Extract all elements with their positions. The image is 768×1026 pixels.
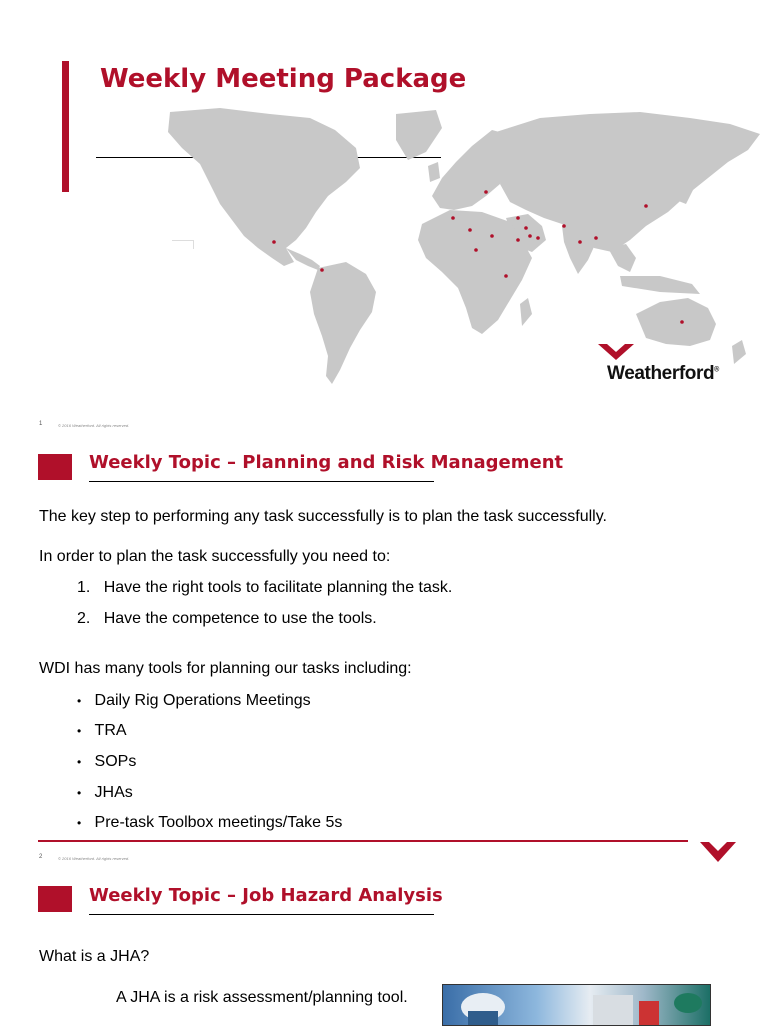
lead-text: In order to plan the task successfully you need to: <box>39 548 391 565</box>
weatherford-mark-icon <box>700 840 736 862</box>
slide-title-underline <box>89 914 434 915</box>
list-item: • JHAs <box>77 784 133 801</box>
question-text: What is a JHA? <box>39 948 150 965</box>
list-item: • Pre-task Toolbox meetings/Take 5s <box>77 814 343 831</box>
list-item: • SOPs <box>77 753 137 770</box>
page-number: 1 <box>39 421 43 427</box>
photo-illustration-icon <box>443 985 710 1025</box>
slide-title: Weekly Topic – Planning and Risk Management <box>89 452 564 473</box>
footer-divider <box>38 840 688 842</box>
list-item: • Daily Rig Operations Meetings <box>77 692 311 709</box>
slide-title-underline <box>89 481 434 482</box>
answer-text: A JHA is a risk assessment/planning tool. <box>116 989 408 1006</box>
brand-logo-text: Weatherford® <box>607 363 719 384</box>
numbered-item: 2. Have the competence to use the tools. <box>77 610 377 627</box>
weatherford-logo-icon <box>598 342 634 360</box>
tools-lead-text: WDI has many tools for planning our tasks including: <box>39 660 412 677</box>
copyright-text: © 2016 Weatherford. All rights reserved. <box>58 423 130 428</box>
header-square <box>38 454 72 480</box>
title-accent-bar <box>62 61 69 192</box>
numbered-item: 1. Have the right tools to facilitate planning the task. <box>77 579 453 596</box>
copyright-text: © 2016 Weatherford. All rights reserved. <box>58 856 130 861</box>
page-number: 2 <box>39 854 43 860</box>
header-square <box>38 886 72 912</box>
world-map-icon <box>160 108 768 388</box>
slide-title: Weekly Topic – Job Hazard Analysis <box>89 885 443 906</box>
worker-photo <box>442 984 711 1026</box>
page-title: Weekly Meeting Package <box>100 64 467 94</box>
list-item: • TRA <box>77 722 127 739</box>
intro-text: The key step to performing any task successfully is to plan the task successfully. <box>39 508 607 525</box>
